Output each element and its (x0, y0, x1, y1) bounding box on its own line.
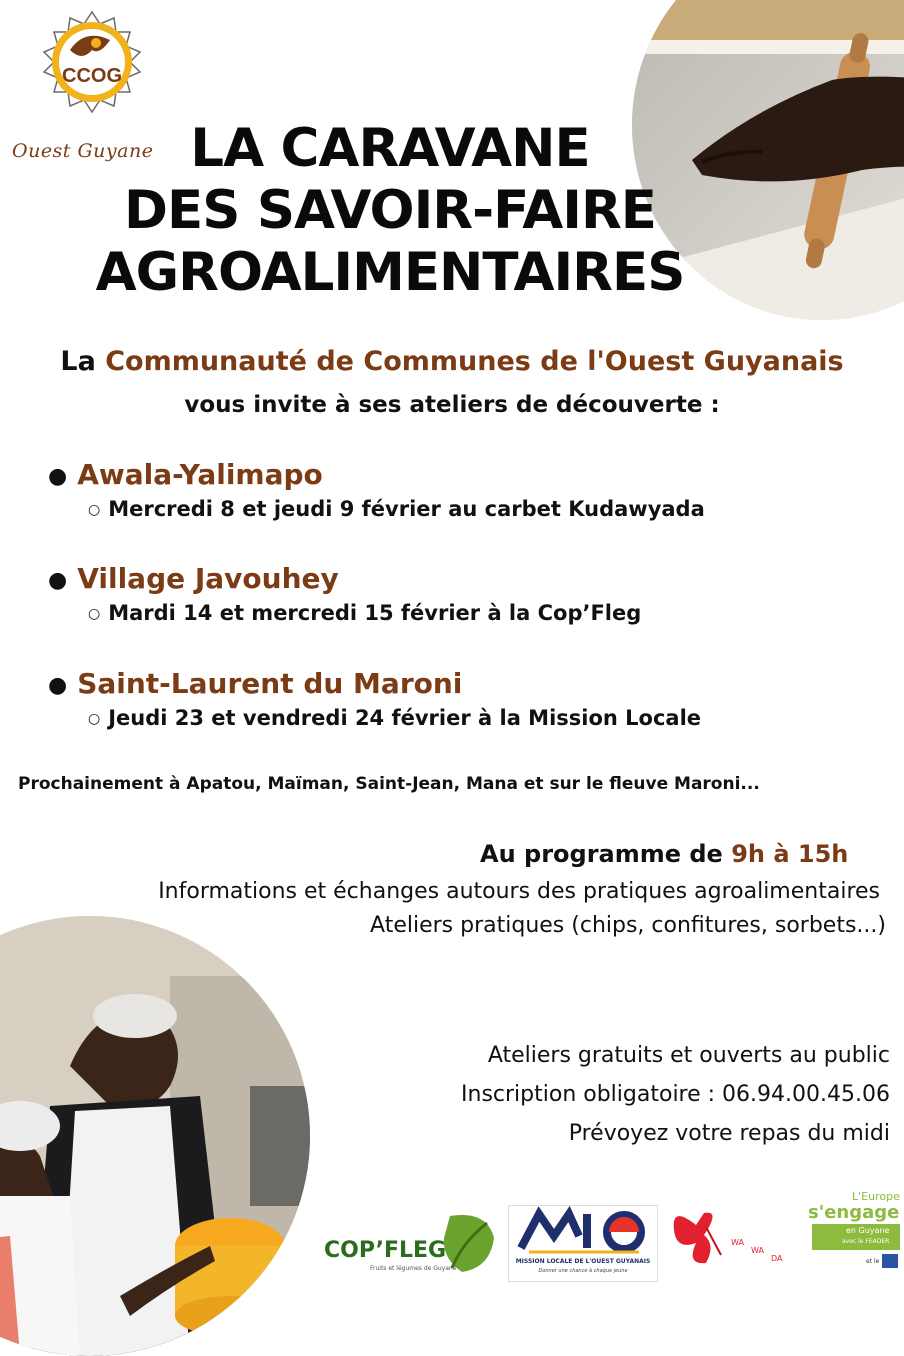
location-name: Village Javouhey (77, 562, 339, 595)
title-line-2: DES SAVOIR-FAIRE (124, 180, 656, 241)
event-title (80, 118, 700, 304)
title-line-3: AGROALIMENTAIRES (95, 242, 685, 303)
europe-badge (812, 1224, 900, 1250)
location-item (48, 562, 339, 595)
program-hours: 9h à 15h (731, 840, 849, 868)
bullet-icon: ● (48, 463, 68, 489)
logo-script-text: Ouest Guyane (12, 140, 154, 162)
europe-line-3: en Guyane (846, 1226, 890, 1235)
phone-line: Inscription obligatoire : 06.94.00.45.06 (461, 1082, 890, 1107)
ccog-logo (30, 10, 155, 125)
bullet-icon: ● (48, 672, 68, 698)
europe-line-4: avec le FEADER (842, 1238, 890, 1245)
practical-line-1: Ateliers gratuits et ouverts au public (487, 1043, 890, 1068)
program-item-1: Informations et échanges autours des pratiques agroalimentaires (158, 879, 880, 904)
bullet-icon: ● (48, 567, 68, 593)
europe-line-5: et le (866, 1258, 880, 1265)
svg-text:WA: WA (731, 1238, 744, 1247)
location-name: Awala-Yalimapo (77, 458, 323, 491)
mlo-subtitle: MISSION LOCALE DE L'OUEST GUYANAIS (515, 1258, 651, 1265)
europe-logo (808, 1188, 904, 1280)
europe-line-2: s'engage (808, 1202, 900, 1223)
practical-line-3: Prévoyez votre repas du midi (568, 1121, 890, 1146)
title-line-1: LA CARAVANE (190, 118, 590, 179)
copfleg-logo (322, 1208, 502, 1280)
organization-name: Communauté de Communes de l'Ouest Guyanais (105, 346, 844, 377)
svg-text:DA: DA (771, 1254, 783, 1263)
program-label: Au programme de (480, 840, 723, 868)
copfleg-name: COP’FLEG (324, 1238, 447, 1263)
logo-letters: CCOG (62, 65, 122, 87)
location-detail-text: Mardi 14 et mercredi 15 février à la Cop’Fleg (108, 601, 642, 625)
intro-line-1 (0, 346, 904, 377)
intro-prefix: La (60, 346, 96, 377)
copfleg-tagline: Fruits et légumes de Guyane (370, 1265, 457, 1272)
butterfly-logo (666, 1205, 796, 1275)
upcoming-locations: Prochainement à Apatou, Maïman, Saint-Jean, Mana et sur le fleuve Maroni... (18, 774, 760, 794)
circle-bullet-icon: ○ (88, 502, 101, 518)
location-detail (88, 601, 641, 625)
location-detail-text: Jeudi 23 et vendredi 24 février à la Mission Locale (108, 706, 702, 730)
location-detail (88, 497, 705, 521)
mlo-tagline: Donner une chance à chaque jeune (538, 1268, 628, 1274)
intro-line-2: vous invite à ses ateliers de découverte : (184, 392, 720, 418)
europe-line-1: L'Europe (852, 1190, 900, 1203)
mlo-logo (508, 1205, 658, 1282)
svg-text:WA: WA (751, 1246, 764, 1255)
circle-bullet-icon: ○ (88, 606, 101, 622)
circle-bullet-icon: ○ (88, 711, 101, 727)
eu-flag-icon (882, 1254, 898, 1268)
program-item-2: Ateliers pratiques (chips, confitures, sorbets...) (370, 913, 886, 938)
location-name: Saint-Laurent du Maroni (77, 667, 463, 700)
location-item (48, 458, 323, 491)
program-heading (480, 840, 848, 868)
location-detail (88, 706, 701, 730)
location-detail-text: Mercredi 8 et jeudi 9 février au carbet Kudawyada (108, 497, 705, 521)
location-item (48, 667, 462, 700)
